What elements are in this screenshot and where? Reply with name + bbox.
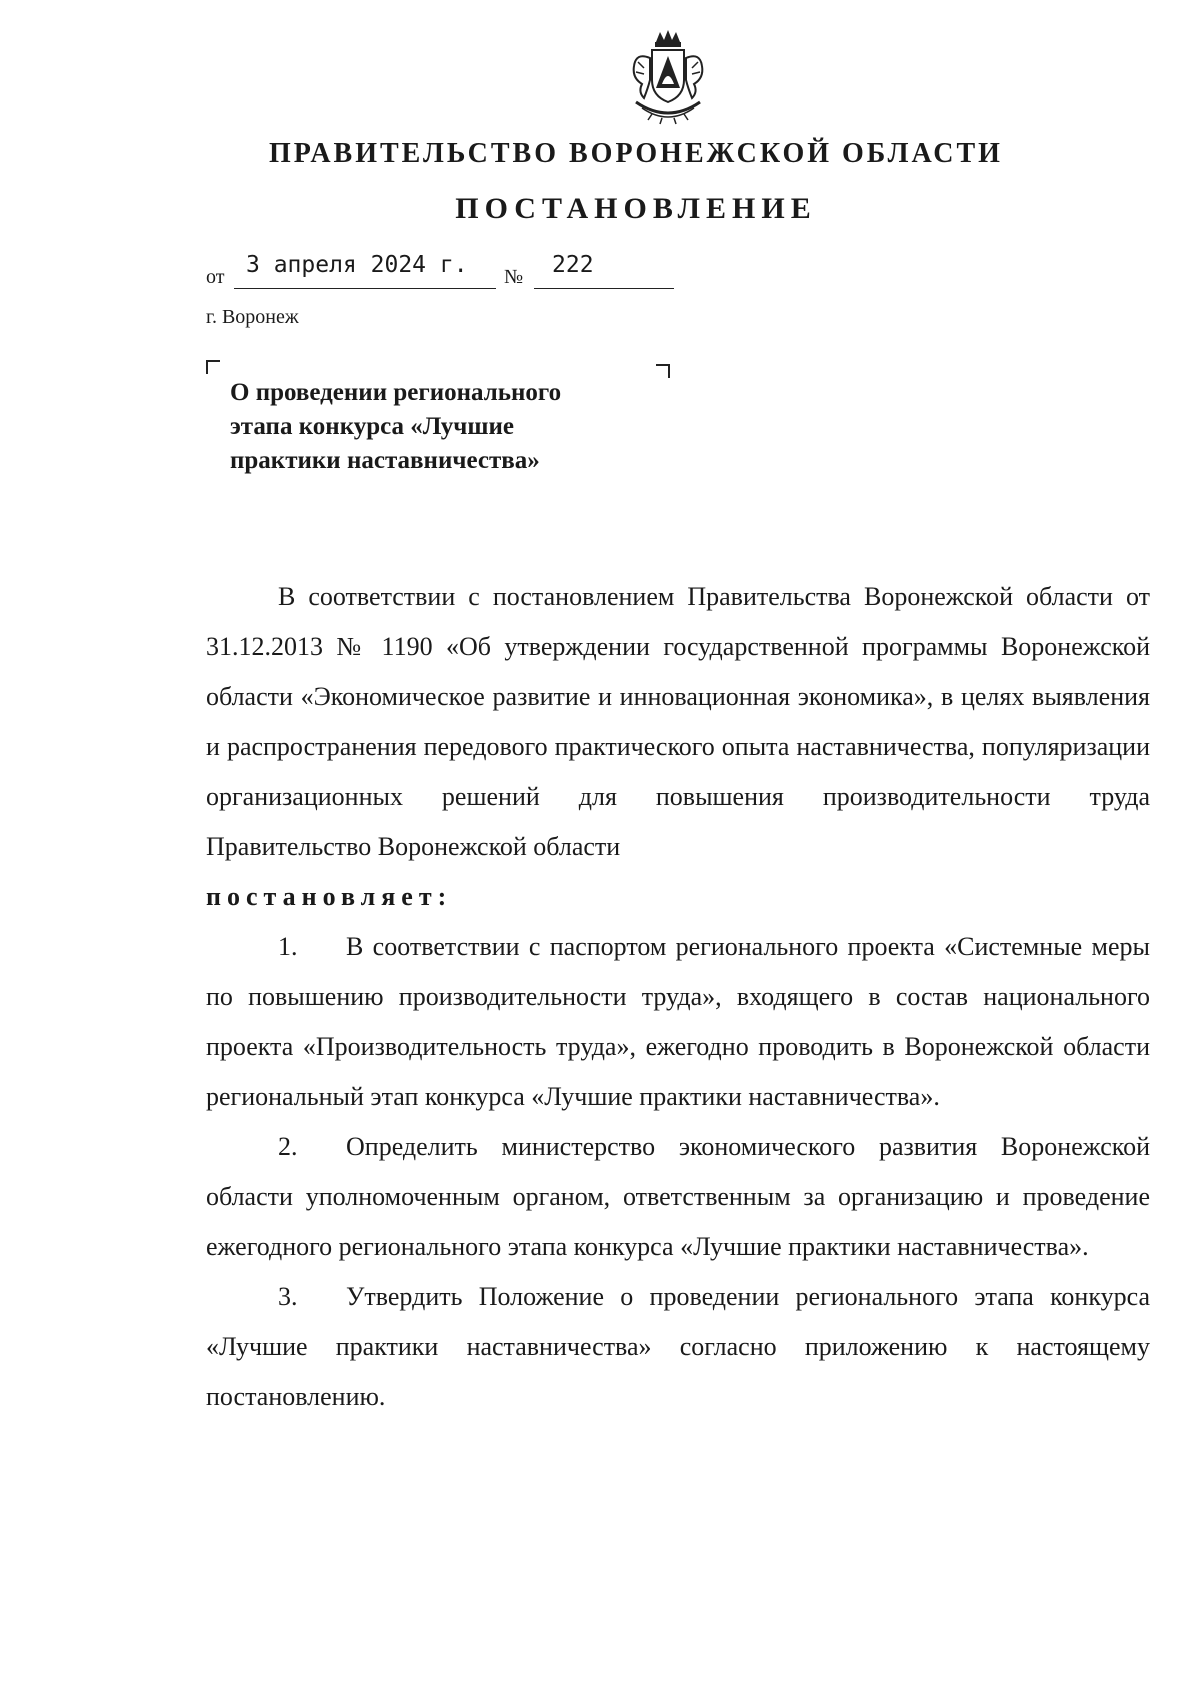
- date-label: от: [206, 266, 225, 288]
- subject-line: практики наставничества»: [230, 447, 540, 474]
- city: г. Воронеж: [206, 306, 299, 328]
- document-date-number: [206, 250, 676, 290]
- corner-bracket-left: [206, 360, 220, 374]
- date-underline: [234, 288, 496, 289]
- document-date: 3 апреля 2024 г.: [246, 252, 468, 278]
- clause-item: [206, 1122, 1150, 1272]
- clause-number: 3.: [278, 1282, 298, 1311]
- clause-text: Утвердить Положение о проведении регионального этапа конкурса «Лучшие практики наставничества» согласно приложению к настоящему постановлению.: [206, 1282, 1150, 1411]
- clause-text: Определить министерство экономического развития Воронежской области уполномоченным органом, ответственным за организацию и проведение ежегодного регионального этапа конкурса «Лучшие практики наставничества».: [206, 1132, 1150, 1261]
- number-label: №: [504, 266, 524, 288]
- document-number: 222: [552, 252, 594, 278]
- document-type: ПОСТАНОВЛЕНИЕ: [455, 192, 817, 225]
- subject-line: О проведении регионального: [230, 379, 562, 406]
- document-body: [206, 572, 1150, 1422]
- document-subject: [230, 376, 690, 478]
- government-name: ПРАВИТЕЛЬСТВО ВОРОНЕЖСКОЙ ОБЛАСТИ: [269, 138, 1003, 169]
- clause-text: В соответствии с паспортом регионального проекта «Системные меры по повышению производительности труда», входящего в состав национального проекта «Производительность труда», ежегодно проводить в Воронежской области региональный этап конкурса «Лучшие практики наставничества».: [206, 932, 1150, 1111]
- subject-line: этапа конкурса «Лучшие: [230, 413, 515, 440]
- clause-number: 1.: [278, 932, 298, 961]
- coat-of-arms-icon: [622, 28, 714, 128]
- clause-item: [206, 1272, 1150, 1422]
- preamble-paragraph: В соответствии с постановлением Правительства Воронежской области от 31.12.2013 № 1190 «Об утверждении государственной программы Воронежской области «Экономическое развитие и инновационная экономика», в целях выявления и распространения передового практического опыта наставничества, популяризации организационных решений для повышения производительности труда Правительство Воронежской области: [206, 582, 1150, 861]
- clause-number: 2.: [278, 1132, 298, 1161]
- number-underline: [534, 288, 674, 289]
- decree-word: постановляет:: [206, 882, 453, 911]
- clause-item: [206, 922, 1150, 1122]
